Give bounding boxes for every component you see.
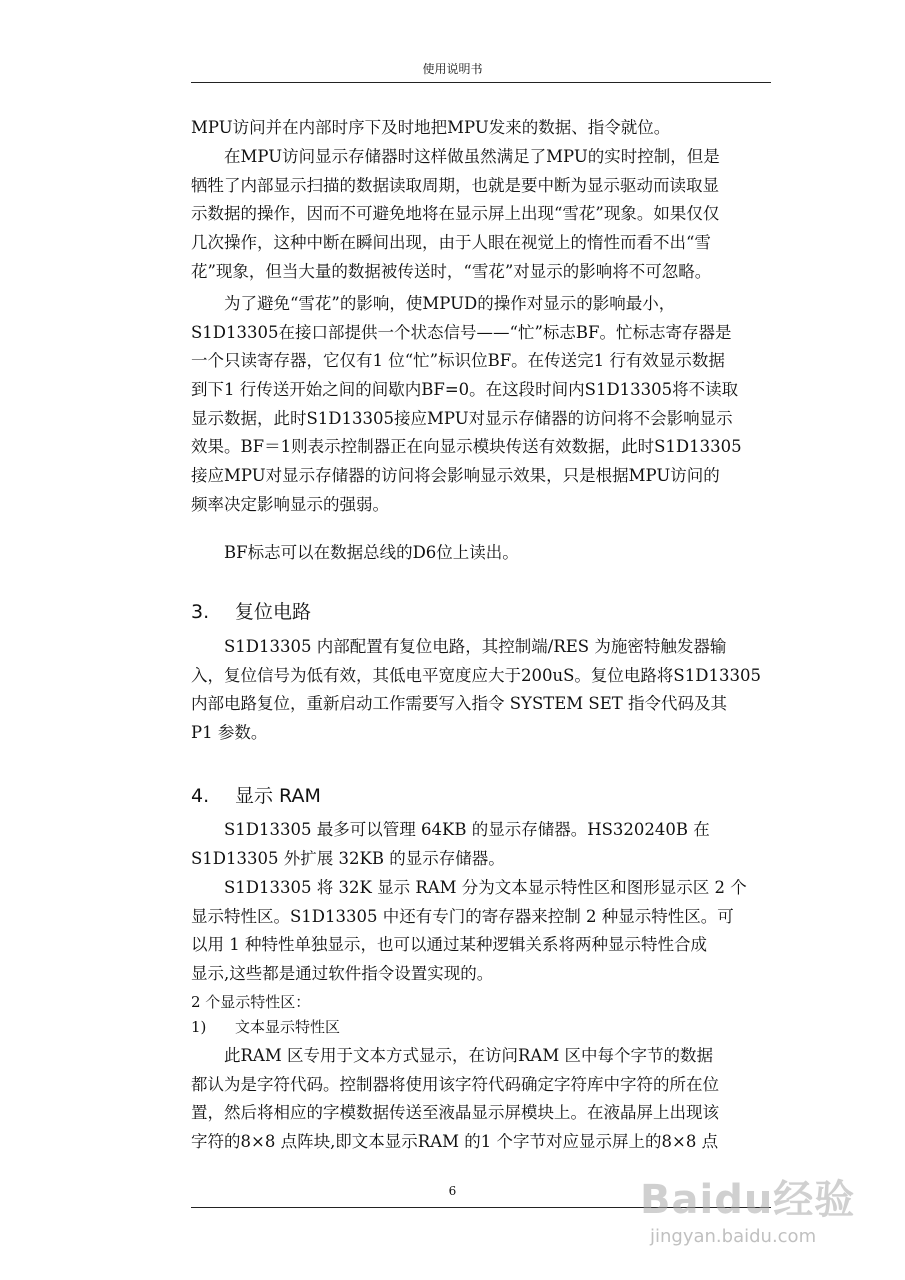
- page-number: 6: [448, 1184, 457, 1198]
- text-line: 此RAM 区专用于文本方式显示，在访问RAM 区中每个字节的数据: [224, 1046, 713, 1065]
- list-number: 1): [191, 1018, 207, 1036]
- section-heading-reset: [191, 598, 311, 626]
- paragraph-text-ram: [191, 1042, 773, 1157]
- text-line: 以用 1 种特性单独显示，也可以通过某种逻辑关系将两种显示特性合成: [191, 935, 707, 955]
- text-line: S1D13305 将 32K 显示 RAM 分为文本显示特性区和图形显示区 2 个: [224, 878, 747, 897]
- section-title: 显示 RAM: [235, 785, 321, 807]
- text-line: S1D13305 外扩展 32KB 的显示存储器。: [191, 848, 505, 868]
- text-line: 几次操作，这种中断在瞬间出现，由于人眼在视觉上的惰性而看不出“雪: [191, 233, 711, 253]
- paragraph-ram-capacity: [191, 816, 773, 873]
- text-line: S1D13305 内部配置有复位电路，其控制端/RES 为施密特触发器输: [224, 637, 727, 656]
- page-header: 使用说明书: [422, 62, 483, 76]
- text-line: S1D13305在接口部提供一个状态信号——“忙”标志BF。忙标志寄存器是: [191, 322, 732, 342]
- text-line: S1D13305 最多可以管理 64KB 的显示存储器。HS320240B 在: [224, 820, 710, 839]
- paragraph-ram-zones: [191, 874, 773, 989]
- paragraph-bf-read: [191, 539, 773, 568]
- section-number: 4.: [191, 785, 210, 807]
- text-line: 一个只读寄存器，它仅有1 位“忙”标识位BF。在传送完1 行有效显示数据: [191, 351, 725, 371]
- text-line: 字符的8×8 点阵块,即文本显示RAM 的1 个字节对应显示屏上的8×8 点: [191, 1132, 719, 1152]
- list-title: 文本显示特性区: [235, 1018, 341, 1036]
- paragraph-snow-effect: [191, 143, 773, 286]
- text-line: 到下1 行传送开始之间的间歇内BF=0。在这段时间内S1D13305将不读取: [191, 380, 739, 400]
- text-line: 在MPU访问显示存储器时这样做虽然满足了MPU的实时控制，但是: [224, 147, 720, 166]
- text-line: 牺牲了内部显示扫描的数据读取周期，也就是要中断为显示驱动而读取显: [191, 175, 719, 195]
- text-line: 效果。BF＝1则表示控制器正在向显示模块传送有效数据，此时S1D13305: [191, 437, 742, 457]
- list-intro: 2 个显示特性区：: [191, 993, 311, 1011]
- paragraph-reset-circuit: [191, 633, 773, 748]
- text-line: 接应MPU对显示存储器的访问将会影响显示效果，只是根据MPU访问的: [191, 466, 720, 486]
- text-line: 频率决定影响显示的强弱。: [191, 494, 389, 514]
- list-item-text-zone: [191, 1015, 340, 1039]
- text-line: 入，复位信号为低有效，其低电平宽度应大于200uS。复位电路将S1D13305: [191, 665, 761, 685]
- section-number: 3.: [191, 601, 210, 623]
- watermark-logo: Baidu经验: [640, 1177, 856, 1223]
- text-line: MPU访问并在内部时序下及时地把MPU发来的数据、指令就位。: [191, 118, 671, 137]
- text-line: 显示特性区。S1D13305 中还有专门的寄存器来控制 2 种显示特性区。可: [191, 906, 734, 926]
- text-line: P1 参数。: [191, 723, 268, 743]
- text-line: 显示,这些都是通过软件指令设置实现的。: [191, 964, 494, 984]
- text-line: 花”现象，但当大量的数据被传送时，“雪花”对显示的影响将不可忽略。: [191, 261, 712, 281]
- text-line: 显示数据，此时S1D13305接应MPU对显示存储器的访问将不会影响显示: [191, 408, 733, 428]
- text-line: 置，然后将相应的字模数据传送至液晶显示屏模块上。在液晶屏上出现该: [191, 1103, 719, 1123]
- text-line: 示数据的操作，因而不可避免地将在显示屏上出现“雪花”现象。如果仅仅: [191, 204, 720, 224]
- text-line: BF标志可以在数据总线的D6位上读出。: [224, 543, 519, 562]
- paragraph-busy-flag: [191, 290, 773, 520]
- header-rule: [191, 82, 771, 83]
- text-line: 为了避免“雪花”的影响，使MPUD的操作对显示的影响最小，: [224, 294, 676, 313]
- section-title: 复位电路: [235, 601, 312, 623]
- text-line: 都认为是字符代码。控制器将使用该字符代码确定字符库中字符的所在位: [191, 1074, 719, 1094]
- text-line: 内部电路复位，重新启动工作需要写入指令 SYSTEM SET 指令代码及其: [191, 694, 728, 714]
- section-heading-ram: [191, 782, 321, 810]
- paragraph-continuation: [191, 114, 773, 143]
- watermark: [640, 1168, 890, 1268]
- watermark-url: jingyan.baidu.com: [650, 1226, 817, 1247]
